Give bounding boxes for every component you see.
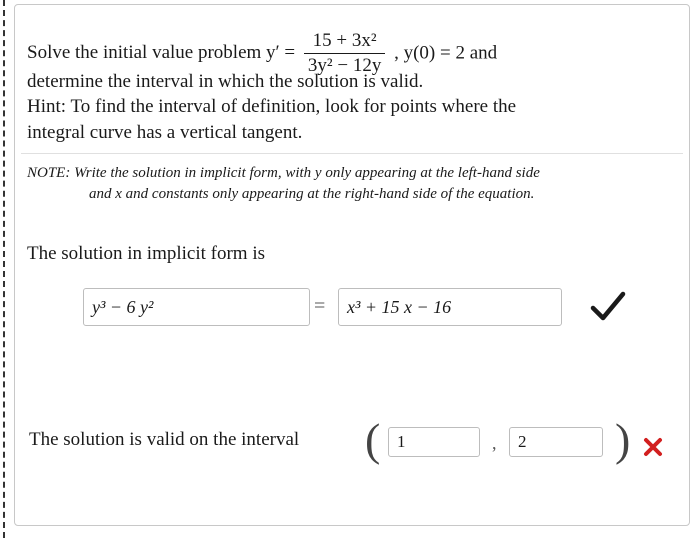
interval-end-input[interactable]: 2 — [509, 427, 603, 457]
equals-sign: = — [314, 295, 326, 317]
initial-condition: , y(0) = 2 and — [394, 42, 498, 64]
implicit-lhs-input[interactable]: y³ − 6 y² — [83, 288, 310, 326]
fraction-numerator: 15 + 3x² — [304, 29, 385, 54]
note-text — [27, 163, 667, 205]
divider — [21, 153, 683, 154]
check-icon — [590, 291, 626, 326]
hint-line-2: integral curve has a vertical tangent. — [27, 122, 303, 143]
hint-line-1: Hint: To find the interval of definition, look for points where the — [27, 96, 517, 117]
implicit-rhs-input[interactable]: x³ + 15 x − 16 — [338, 288, 562, 326]
implicit-form-label: The solution in implicit form is — [27, 243, 266, 264]
close-paren: ) — [615, 414, 631, 465]
note-line-2: and x and constants only appearing at the right-hand side of the equation. — [89, 186, 535, 202]
left-dashed-border — [3, 0, 5, 538]
problem-container — [14, 4, 690, 526]
note-line-1: NOTE: Write the solution in implicit form, with y only appearing at the left-hand side — [27, 165, 540, 181]
open-paren: ( — [365, 414, 381, 465]
interval-label: The solution is valid on the interval — [29, 429, 300, 450]
cross-icon — [643, 437, 663, 462]
fraction-denominator: 3y² − 12y — [307, 55, 382, 76]
interval-comma: , — [492, 433, 497, 453]
problem-intro: Solve the initial value problem y′ = — [27, 41, 296, 63]
problem-statement-line-2: determine the interval in which the solution is valid. — [27, 71, 424, 92]
interval-start-input[interactable]: 1 — [388, 427, 480, 457]
